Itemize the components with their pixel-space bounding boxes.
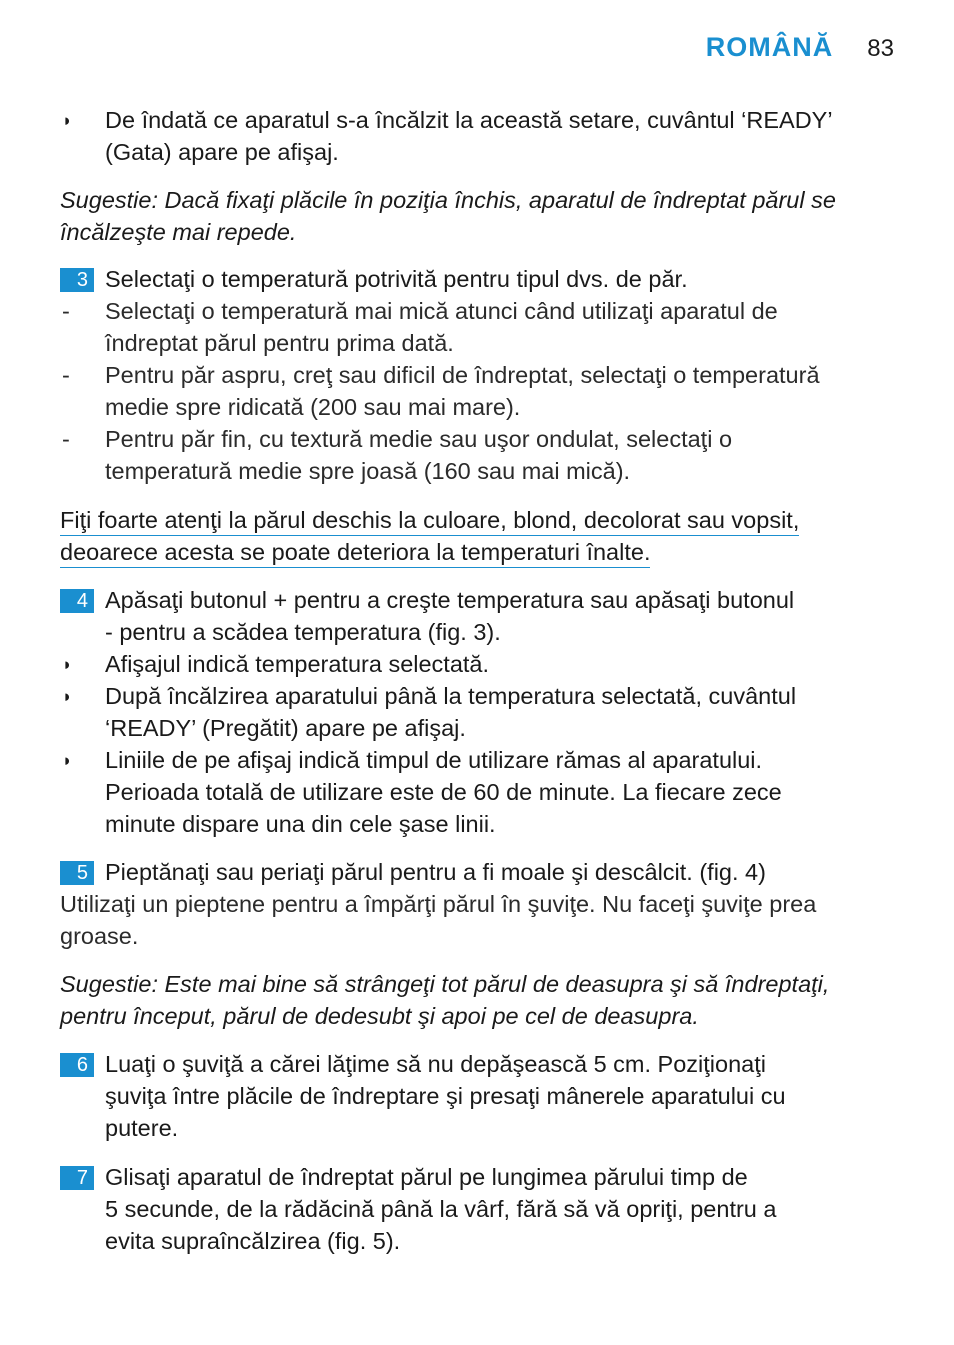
- text-line: Selectaţi o temperatură mai mică atunci când utilizaţi aparatul de: [105, 298, 778, 324]
- page-header: [706, 32, 894, 63]
- tip-paragraph: [60, 184, 895, 248]
- dash-bullet: -: [62, 426, 70, 452]
- text-line: Perioada totală de utilizare este de 60 de minute. La fiecare zece: [105, 779, 782, 805]
- ready-info-paragraph: [60, 104, 895, 168]
- step-number-badge: 7: [60, 1166, 94, 1190]
- step-number-badge: 5: [60, 861, 94, 885]
- warning-paragraph: [60, 504, 895, 568]
- triangle-bullet-icon: ◗: [62, 751, 73, 770]
- warning-line: deoarece acesta se poate deteriora la temperaturi înalte.: [60, 537, 650, 568]
- dash-bullet: -: [62, 362, 70, 388]
- tip-line: pentru început, părul de dedesubt şi apoi pe cel de deasupra.: [60, 1003, 699, 1029]
- text-line: şuviţa între plăcile de îndreptare şi presaţi mânerele aparatului cu: [105, 1083, 786, 1109]
- step-number-badge: 4: [60, 589, 94, 613]
- text-line: temperatură medie spre joasă (160 sau mai mică).: [105, 458, 631, 484]
- text-line: ‘READY’ (Pregătit) apare pe afişaj.: [105, 715, 466, 741]
- step-4: [60, 584, 895, 840]
- step-text: Selectaţi o temperatură potrivită pentru tipul dvs. de păr.: [105, 266, 688, 292]
- step-5: [60, 856, 895, 952]
- text-line: Utilizaţi un pieptene pentru a împărţi părul în şuviţe. Nu faceţi şuviţe prea: [60, 891, 817, 917]
- tip-line: Sugestie: Este mai bine să strângeţi tot părul de deasupra şi să îndreptaţi,: [60, 971, 830, 997]
- step-3: [60, 263, 895, 487]
- triangle-bullet-icon: ◗: [62, 687, 73, 706]
- tip-paragraph: [60, 968, 895, 1032]
- text-line: 5 secunde, de la rădăcină până la vârf, fără să vă opriţi, pentru a: [105, 1196, 777, 1222]
- text-line: medie spre ridicată (200 sau mai mare).: [105, 394, 521, 420]
- text-line: De îndată ce aparatul s-a încălzit la această setare, cuvântul ‘READY’: [105, 107, 833, 133]
- tip-line: încălzeşte mai repede.: [60, 219, 297, 245]
- dash-bullet: -: [62, 298, 70, 324]
- text-line: putere.: [105, 1115, 179, 1141]
- text-line: Liniile de pe afişaj indică timpul de utilizare rămas al aparatului.: [105, 747, 763, 773]
- warning-line: Fiţi foarte atenţi la părul deschis la culoare, blond, decolorat sau vopsit,: [60, 505, 799, 536]
- language-title: ROMÂNĂ: [705, 32, 834, 62]
- triangle-bullet-icon: ◗: [62, 655, 73, 674]
- step-text: Pieptănaţi sau periaţi părul pentru a fi moale şi descâlcit. (fig. 4): [105, 859, 766, 885]
- step-note: [60, 888, 895, 952]
- text-line: După încălzirea aparatului până la temperatura selectată, cuvântul: [105, 683, 797, 709]
- text-line: (Gata) apare pe afişaj.: [105, 139, 339, 165]
- step-number-badge: 6: [60, 1053, 94, 1077]
- text-line: minute dispare una din cele şase linii.: [105, 811, 496, 837]
- tip-line: Sugestie: Dacă fixaţi plăcile în poziţia închis, aparatul de îndreptat părul se: [60, 187, 836, 213]
- text-line: Apăsaţi butonul + pentru a creşte temperatura sau apăsaţi butonul: [105, 587, 795, 613]
- text-line: Pentru păr fin, cu textură medie sau uşor ondulat, selectaţi o: [105, 426, 733, 452]
- text-line: Pentru păr aspru, creţ sau dificil de îndreptat, selectaţi o temperatură: [105, 362, 820, 388]
- step-6: [60, 1048, 895, 1144]
- page-number: 83: [867, 35, 894, 62]
- triangle-bullet-icon: ◗: [62, 111, 73, 130]
- step-7: [60, 1161, 895, 1257]
- text-line: groase.: [60, 923, 139, 949]
- step-number-badge: 3: [60, 268, 94, 292]
- text-line: îndreptat părul pentru prima dată.: [105, 330, 454, 356]
- text-line: Afişajul indică temperatura selectată.: [105, 651, 490, 677]
- text-line: Luaţi o şuviţă a cărei lăţime să nu depăşească 5 cm. Poziţionaţi: [105, 1051, 766, 1077]
- text-line: Glisaţi aparatul de îndreptat părul pe lungimea părului timp de: [105, 1164, 748, 1190]
- text-line: evita supraîncălzirea (fig. 5).: [105, 1228, 401, 1254]
- text-line: - pentru a scădea temperatura (fig. 3).: [105, 619, 501, 645]
